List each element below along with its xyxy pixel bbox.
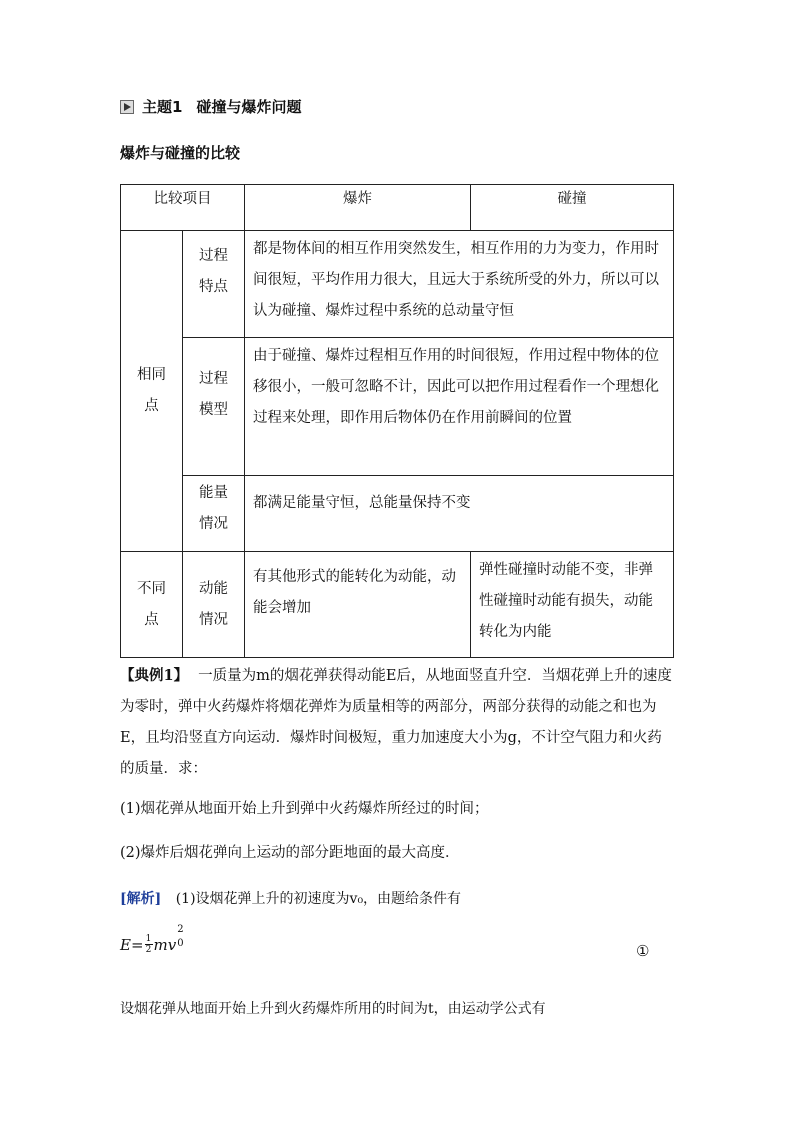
example-text: 一质量为m的烟花弹获得动能E后，从地面竖直升空．当烟花弹上升的速度为零时，弹中火药爆炸将烟花弹炸为质量相等的两部分，两部分获得的动能之和也为E，且均沿竖直方向运动．爆炸时间极短，重力加速度大小为g，不计空气阻力和火药的质量．求： [120,668,672,777]
diff-points-label: 不同 点 [121,552,183,658]
kinetic-collision-text: 弹性碰撞时动能不变，非弹性碰撞时动能有损失，动能转化为内能 [471,552,674,658]
row-label-process-feature: 过程 特点 [183,231,245,338]
heading-title: 碰撞与爆炸问题 [196,98,302,116]
question-2: (2)爆炸后烟花弹向上运动的部分距地面的最大高度． [120,845,460,861]
row-text-energy: 都满足能量守恒，总能量保持不变 [245,476,674,552]
header-item: 比较项目 [121,185,245,231]
kinetic-energy-formula: E= $\frac{1}{2}$ mv 2 0 [120,923,184,955]
fraction-one-half: $\frac{1}{2}$ [145,934,152,955]
example-paragraph [120,660,675,785]
section-heading [120,96,301,117]
solution-text-1: (1)设烟花弹上升的初速度为v₀，由题给条件有 [175,891,462,907]
solution-line-2: 设烟花弹从地面开始上升到火药爆炸所用的时间为t，由运动学公式有 [120,1001,546,1017]
header-collision: 碰撞 [471,185,674,231]
same-points-label: 相同 点 [121,231,183,552]
equation-marker: ① [636,942,650,960]
comparison-table [120,184,674,658]
row-text-process-feature: 都是物体间的相互作用突然发生，相互作用的力为变力，作用时间很短，平均作用力很大，且远大于系统所受的外力，所以可以认为碰撞、爆炸过程中系统的总动量守恒 [245,231,674,338]
example-label: 【典例1】 [120,667,189,684]
solution-line-1 [120,884,675,915]
row-label-process-model: 过程 模型 [183,338,245,476]
row-label-energy: 能量 情况 [183,476,245,552]
row-label-kinetic: 动能 情况 [183,552,245,658]
subheading: 爆炸与碰撞的比较 [120,144,241,162]
question-1: (1)烟花弹从地面开始上升到弹中火药爆炸所经过的时间； [120,801,489,817]
solution-tag: [解析] [120,891,162,907]
row-text-process-model: 由于碰撞、爆炸过程相互作用的时间很短，作用过程中物体的位移很小，一般可忽略不计，因此可以把作用过程看作一个理想化过程来处理，即作用后物体仍在作用前瞬间的位置 [245,338,674,476]
play-triangle-icon [120,100,134,114]
header-explosion: 爆炸 [245,185,471,231]
kinetic-explosion-text: 有其他形式的能转化为动能，动能会增加 [245,552,471,658]
heading-prefix: 主题1 [142,98,183,116]
